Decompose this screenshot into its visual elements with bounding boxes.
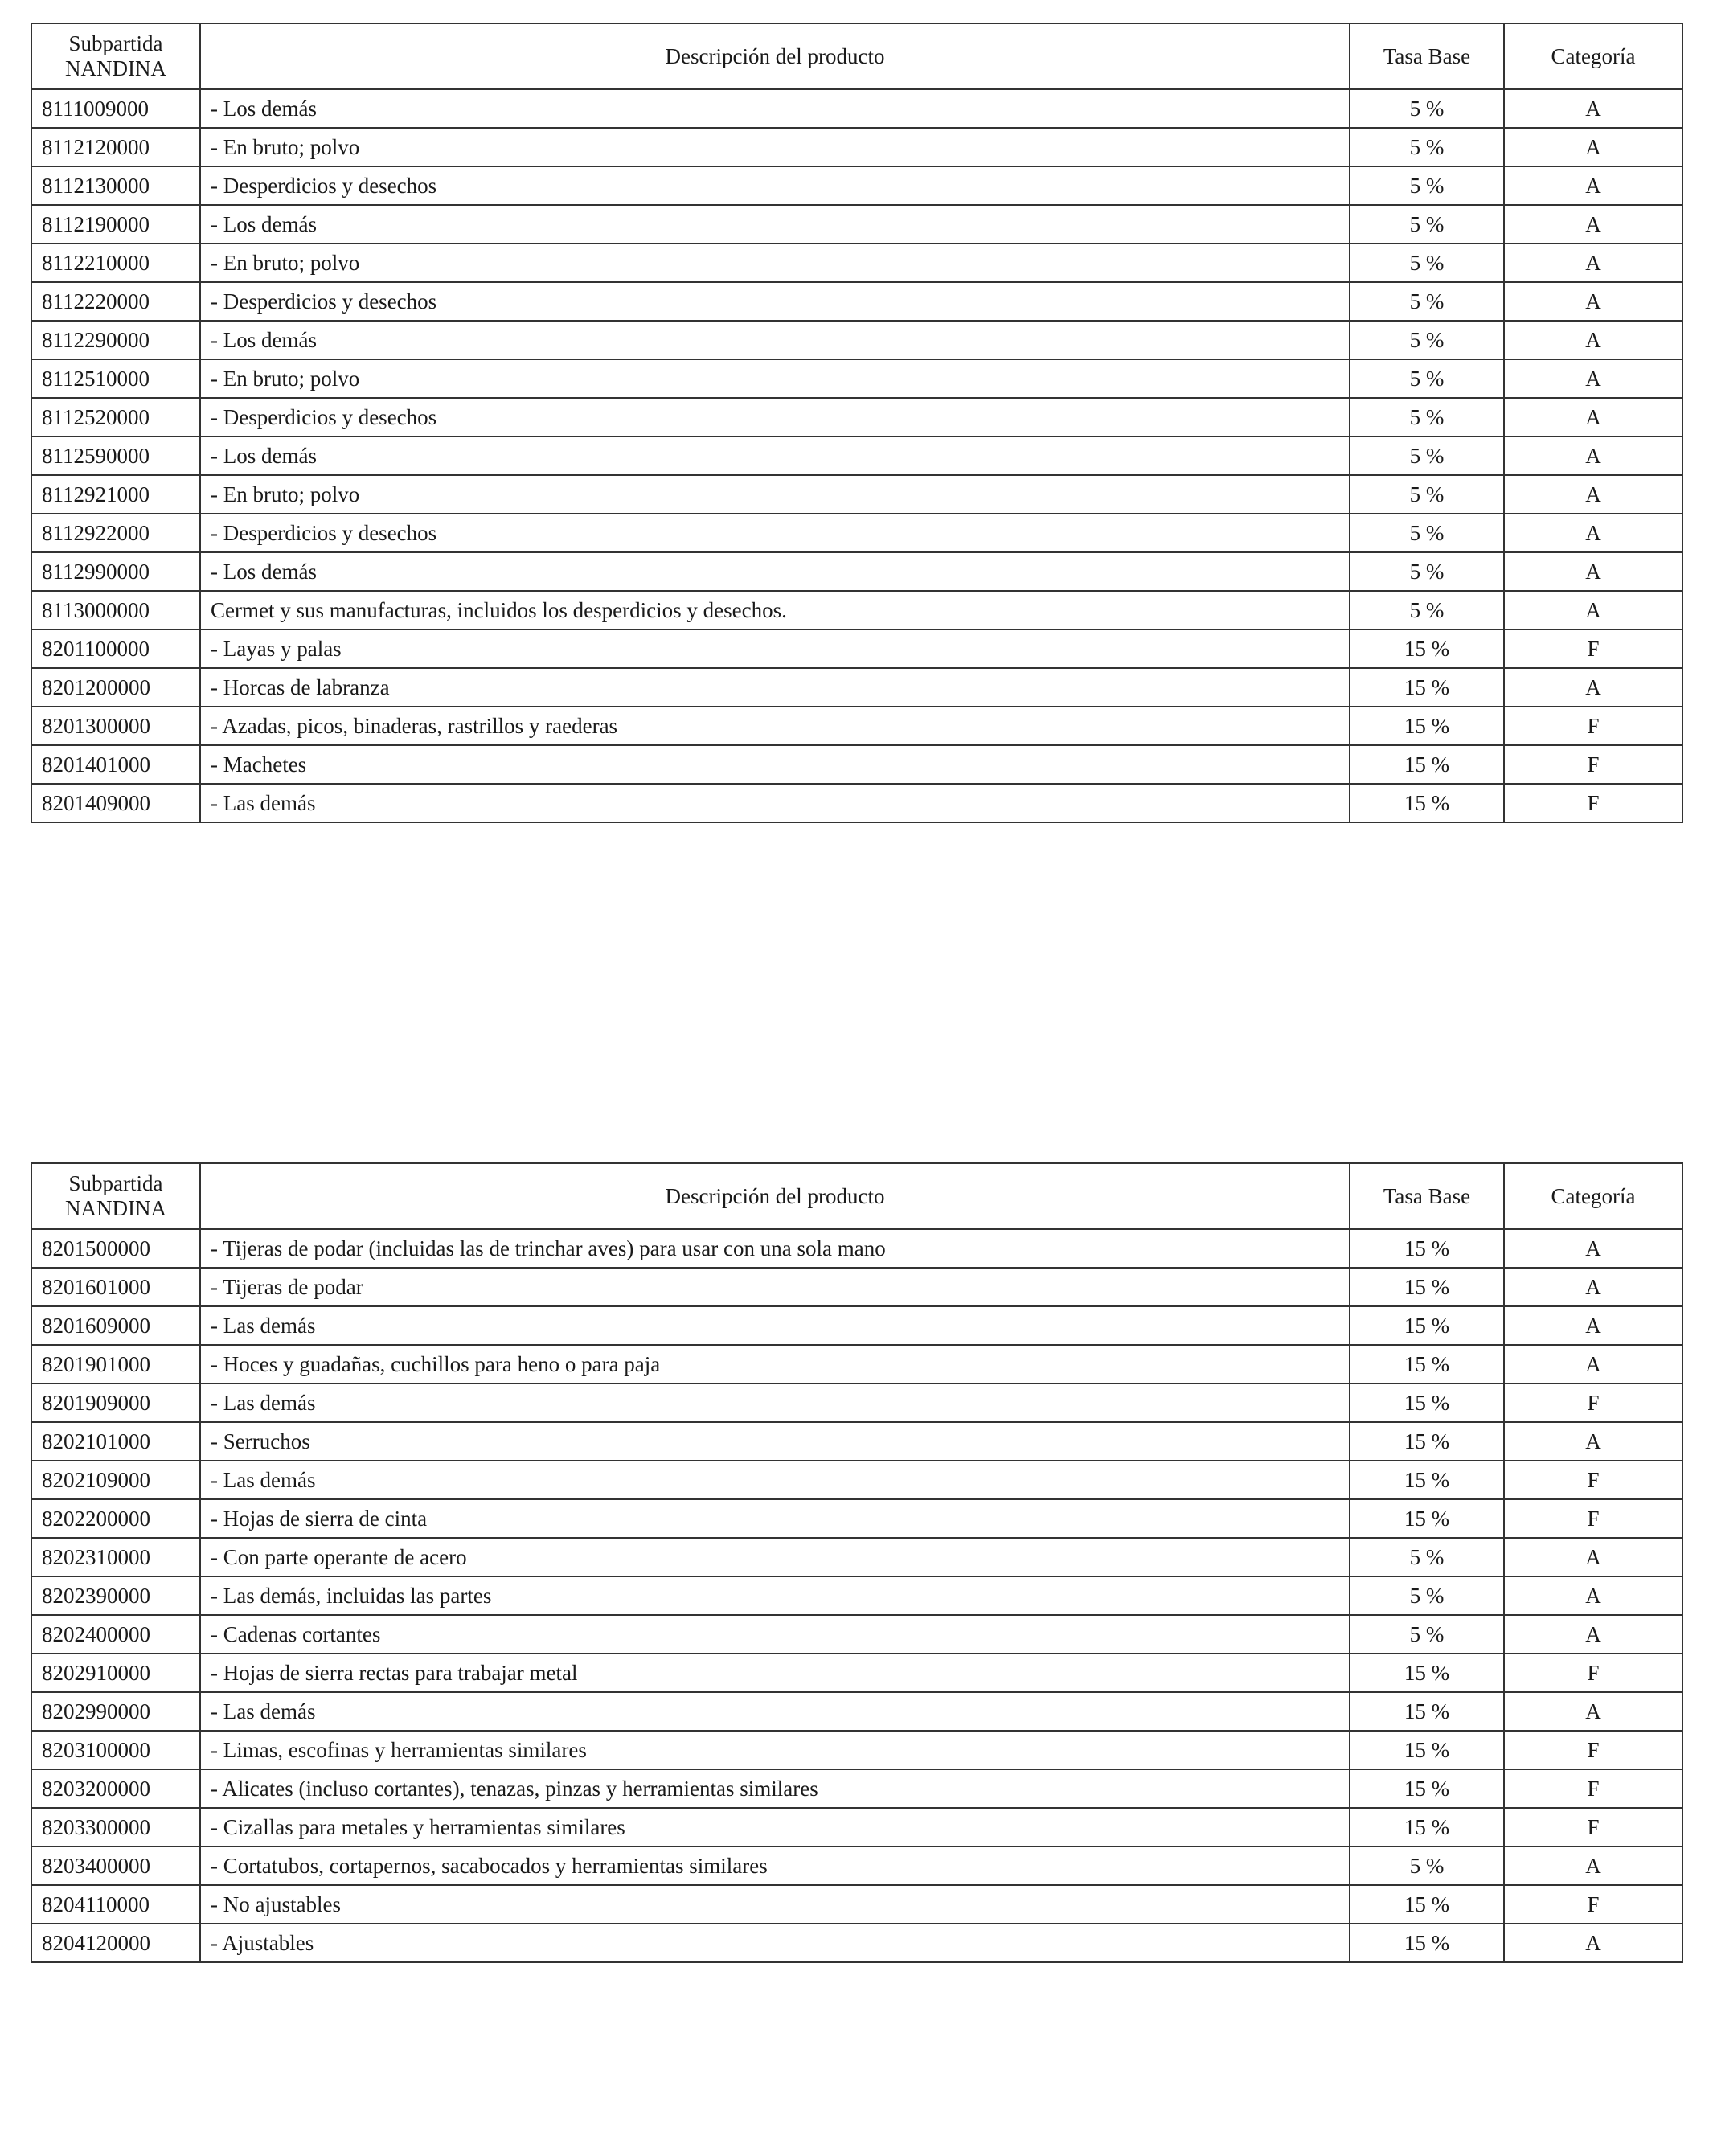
cell-subpartida: 8201100000 xyxy=(31,629,200,668)
cell-descripcion: - Los demás xyxy=(200,89,1350,128)
table-row xyxy=(31,1692,1682,1731)
table-row xyxy=(31,1229,1682,1268)
cell-tasa-base: 5 % xyxy=(1350,128,1504,166)
table-row xyxy=(31,784,1682,822)
cell-categoria: A xyxy=(1504,1268,1682,1306)
cell-categoria: A xyxy=(1504,398,1682,437)
cell-descripcion: - Layas y palas xyxy=(200,629,1350,668)
table-row xyxy=(31,89,1682,128)
cell-descripcion: - Hojas de sierra de cinta xyxy=(200,1499,1350,1538)
cell-subpartida: 8112220000 xyxy=(31,282,200,321)
cell-subpartida: 8204110000 xyxy=(31,1885,200,1924)
cell-tasa-base: 5 % xyxy=(1350,321,1504,359)
cell-tasa-base: 15 % xyxy=(1350,1769,1504,1808)
cell-categoria: A xyxy=(1504,1306,1682,1345)
cell-subpartida: 8112190000 xyxy=(31,205,200,244)
cell-categoria: A xyxy=(1504,1229,1682,1268)
table-row xyxy=(31,398,1682,437)
table-row xyxy=(31,1924,1682,1962)
cell-descripcion: - Cortatubos, cortapernos, sacabocados y herramientas similares xyxy=(200,1847,1350,1885)
cell-descripcion: - Desperdicios y desechos xyxy=(200,514,1350,552)
cell-categoria: A xyxy=(1504,475,1682,514)
cell-descripcion: - Hojas de sierra rectas para trabajar metal xyxy=(200,1654,1350,1692)
cell-categoria: F xyxy=(1504,1654,1682,1692)
cell-tasa-base: 15 % xyxy=(1350,1268,1504,1306)
cell-descripcion: - Cadenas cortantes xyxy=(200,1615,1350,1654)
cell-descripcion: - Los demás xyxy=(200,205,1350,244)
header-subpartida xyxy=(31,23,200,89)
cell-categoria: A xyxy=(1504,166,1682,205)
table-row xyxy=(31,282,1682,321)
cell-categoria: A xyxy=(1504,1345,1682,1383)
cell-subpartida: 8112520000 xyxy=(31,398,200,437)
cell-tasa-base: 5 % xyxy=(1350,591,1504,629)
cell-tasa-base: 5 % xyxy=(1350,359,1504,398)
cell-tasa-base: 5 % xyxy=(1350,437,1504,475)
cell-descripcion: - Desperdicios y desechos xyxy=(200,398,1350,437)
tariff-table-1 xyxy=(31,23,1683,823)
cell-tasa-base: 5 % xyxy=(1350,1847,1504,1885)
table-row xyxy=(31,1268,1682,1306)
header-categoria: Categoría xyxy=(1504,23,1682,89)
cell-categoria: A xyxy=(1504,1615,1682,1654)
cell-categoria: A xyxy=(1504,89,1682,128)
cell-subpartida: 8201500000 xyxy=(31,1229,200,1268)
cell-categoria: F xyxy=(1504,1885,1682,1924)
table-row xyxy=(31,1383,1682,1422)
header-subpartida-line1: Subpartida xyxy=(68,1171,163,1195)
cell-tasa-base: 15 % xyxy=(1350,629,1504,668)
cell-descripcion: - Ajustables xyxy=(200,1924,1350,1962)
cell-tasa-base: 15 % xyxy=(1350,1692,1504,1731)
cell-subpartida: 8202390000 xyxy=(31,1576,200,1615)
cell-descripcion: - En bruto; polvo xyxy=(200,128,1350,166)
cell-categoria: A xyxy=(1504,514,1682,552)
cell-descripcion: - Horcas de labranza xyxy=(200,668,1350,707)
cell-subpartida: 8202109000 xyxy=(31,1461,200,1499)
table-row xyxy=(31,745,1682,784)
table-row xyxy=(31,1769,1682,1808)
cell-subpartida: 8201901000 xyxy=(31,1345,200,1383)
cell-descripcion: - No ajustables xyxy=(200,1885,1350,1924)
cell-categoria: A xyxy=(1504,205,1682,244)
cell-descripcion: - Alicates (incluso cortantes), tenazas, pinzas y herramientas similares xyxy=(200,1769,1350,1808)
cell-categoria: F xyxy=(1504,1383,1682,1422)
cell-subpartida: 8112590000 xyxy=(31,437,200,475)
header-subpartida-line1: Subpartida xyxy=(68,31,163,55)
cell-descripcion: - En bruto; polvo xyxy=(200,475,1350,514)
cell-descripcion: - Machetes xyxy=(200,745,1350,784)
cell-categoria: A xyxy=(1504,1847,1682,1885)
table-row xyxy=(31,1885,1682,1924)
cell-subpartida: 8203400000 xyxy=(31,1847,200,1885)
cell-categoria: A xyxy=(1504,1422,1682,1461)
cell-tasa-base: 5 % xyxy=(1350,552,1504,591)
table-row xyxy=(31,1847,1682,1885)
cell-subpartida: 8112990000 xyxy=(31,552,200,591)
cell-tasa-base: 15 % xyxy=(1350,668,1504,707)
cell-descripcion: - Los demás xyxy=(200,552,1350,591)
cell-subpartida: 8112120000 xyxy=(31,128,200,166)
cell-subpartida: 8202101000 xyxy=(31,1422,200,1461)
cell-subpartida: 8201609000 xyxy=(31,1306,200,1345)
cell-categoria: A xyxy=(1504,282,1682,321)
cell-subpartida: 8204120000 xyxy=(31,1924,200,1962)
tariff-table-2 xyxy=(31,1162,1683,1963)
table-row xyxy=(31,1808,1682,1847)
cell-descripcion: - Tijeras de podar (incluidas las de trinchar aves) para usar con una sola mano xyxy=(200,1229,1350,1268)
cell-tasa-base: 15 % xyxy=(1350,1654,1504,1692)
cell-tasa-base: 15 % xyxy=(1350,784,1504,822)
cell-descripcion: - Hoces y guadañas, cuchillos para heno o para paja xyxy=(200,1345,1350,1383)
table-row xyxy=(31,1499,1682,1538)
cell-categoria: F xyxy=(1504,784,1682,822)
cell-tasa-base: 15 % xyxy=(1350,1345,1504,1383)
cell-categoria: A xyxy=(1504,1576,1682,1615)
cell-categoria: A xyxy=(1504,359,1682,398)
header-descripcion: Descripción del producto xyxy=(200,23,1350,89)
cell-descripcion: - Tijeras de podar xyxy=(200,1268,1350,1306)
cell-tasa-base: 15 % xyxy=(1350,1306,1504,1345)
header-row xyxy=(31,23,1682,89)
cell-subpartida: 8111009000 xyxy=(31,89,200,128)
cell-tasa-base: 15 % xyxy=(1350,1924,1504,1962)
header-descripcion: Descripción del producto xyxy=(200,1163,1350,1229)
cell-subpartida: 8112210000 xyxy=(31,244,200,282)
cell-subpartida: 8203200000 xyxy=(31,1769,200,1808)
cell-subpartida: 8201909000 xyxy=(31,1383,200,1422)
cell-subpartida: 8202200000 xyxy=(31,1499,200,1538)
cell-categoria: A xyxy=(1504,1538,1682,1576)
cell-categoria: F xyxy=(1504,1499,1682,1538)
cell-tasa-base: 5 % xyxy=(1350,89,1504,128)
cell-tasa-base: 15 % xyxy=(1350,707,1504,745)
cell-tasa-base: 5 % xyxy=(1350,282,1504,321)
cell-subpartida: 8203300000 xyxy=(31,1808,200,1847)
cell-subpartida: 8201300000 xyxy=(31,707,200,745)
header-tasa-base: Tasa Base xyxy=(1350,1163,1504,1229)
cell-subpartida: 8112922000 xyxy=(31,514,200,552)
table-row xyxy=(31,552,1682,591)
cell-categoria: A xyxy=(1504,437,1682,475)
table-row xyxy=(31,166,1682,205)
cell-tasa-base: 5 % xyxy=(1350,398,1504,437)
cell-tasa-base: 5 % xyxy=(1350,205,1504,244)
cell-categoria: A xyxy=(1504,1692,1682,1731)
cell-descripcion: - Desperdicios y desechos xyxy=(200,166,1350,205)
cell-tasa-base: 15 % xyxy=(1350,1461,1504,1499)
cell-tasa-base: 15 % xyxy=(1350,1885,1504,1924)
header-categoria: Categoría xyxy=(1504,1163,1682,1229)
cell-categoria: A xyxy=(1504,591,1682,629)
cell-subpartida: 8112921000 xyxy=(31,475,200,514)
table-row xyxy=(31,668,1682,707)
cell-subpartida: 8201601000 xyxy=(31,1268,200,1306)
cell-categoria: F xyxy=(1504,707,1682,745)
table-row xyxy=(31,1731,1682,1769)
cell-tasa-base: 15 % xyxy=(1350,1383,1504,1422)
table-row xyxy=(31,475,1682,514)
cell-descripcion: - En bruto; polvo xyxy=(200,359,1350,398)
cell-categoria: F xyxy=(1504,1769,1682,1808)
table-row xyxy=(31,1461,1682,1499)
cell-subpartida: 8203100000 xyxy=(31,1731,200,1769)
table-row xyxy=(31,514,1682,552)
cell-descripcion: - Cizallas para metales y herramientas similares xyxy=(200,1808,1350,1847)
table-row xyxy=(31,1422,1682,1461)
cell-subpartida: 8201401000 xyxy=(31,745,200,784)
cell-subpartida: 8201200000 xyxy=(31,668,200,707)
cell-tasa-base: 15 % xyxy=(1350,1808,1504,1847)
cell-tasa-base: 15 % xyxy=(1350,1731,1504,1769)
cell-descripcion: - Los demás xyxy=(200,321,1350,359)
cell-subpartida: 8202400000 xyxy=(31,1615,200,1654)
cell-tasa-base: 15 % xyxy=(1350,745,1504,784)
cell-subpartida: 8202990000 xyxy=(31,1692,200,1731)
table-row xyxy=(31,321,1682,359)
cell-descripcion: - Los demás xyxy=(200,437,1350,475)
table-row xyxy=(31,1306,1682,1345)
table-row xyxy=(31,591,1682,629)
cell-tasa-base: 5 % xyxy=(1350,475,1504,514)
cell-descripcion: Cermet y sus manufacturas, incluidos los desperdicios y desechos. xyxy=(200,591,1350,629)
cell-descripcion: - Las demás, incluidas las partes xyxy=(200,1576,1350,1615)
header-subpartida-line2: NANDINA xyxy=(65,56,166,80)
cell-categoria: A xyxy=(1504,552,1682,591)
cell-descripcion: - Las demás xyxy=(200,1461,1350,1499)
cell-subpartida: 8112290000 xyxy=(31,321,200,359)
cell-descripcion: - Las demás xyxy=(200,1383,1350,1422)
table-row xyxy=(31,1615,1682,1654)
table-row xyxy=(31,1345,1682,1383)
cell-subpartida: 8113000000 xyxy=(31,591,200,629)
cell-subpartida: 8202310000 xyxy=(31,1538,200,1576)
cell-categoria: F xyxy=(1504,1808,1682,1847)
cell-categoria: A xyxy=(1504,321,1682,359)
cell-categoria: A xyxy=(1504,128,1682,166)
cell-tasa-base: 5 % xyxy=(1350,244,1504,282)
cell-categoria: F xyxy=(1504,629,1682,668)
cell-descripcion: - En bruto; polvo xyxy=(200,244,1350,282)
table-row xyxy=(31,1654,1682,1692)
cell-descripcion: - Desperdicios y desechos xyxy=(200,282,1350,321)
cell-descripcion: - Limas, escofinas y herramientas similares xyxy=(200,1731,1350,1769)
table-row xyxy=(31,707,1682,745)
cell-tasa-base: 5 % xyxy=(1350,1538,1504,1576)
table-row xyxy=(31,128,1682,166)
table-row xyxy=(31,1576,1682,1615)
table-row xyxy=(31,629,1682,668)
cell-tasa-base: 15 % xyxy=(1350,1229,1504,1268)
table-row xyxy=(31,244,1682,282)
cell-tasa-base: 5 % xyxy=(1350,1615,1504,1654)
cell-tasa-base: 5 % xyxy=(1350,1576,1504,1615)
header-row xyxy=(31,1163,1682,1229)
header-subpartida-line2: NANDINA xyxy=(65,1196,166,1220)
cell-descripcion: - Azadas, picos, binaderas, rastrillos y raederas xyxy=(200,707,1350,745)
header-subpartida xyxy=(31,1163,200,1229)
cell-descripcion: - Serruchos xyxy=(200,1422,1350,1461)
table-row xyxy=(31,1538,1682,1576)
cell-subpartida: 8201409000 xyxy=(31,784,200,822)
table-row xyxy=(31,205,1682,244)
cell-subpartida: 8112130000 xyxy=(31,166,200,205)
cell-descripcion: - Las demás xyxy=(200,1306,1350,1345)
cell-tasa-base: 5 % xyxy=(1350,166,1504,205)
cell-categoria: F xyxy=(1504,1461,1682,1499)
table-row xyxy=(31,437,1682,475)
cell-categoria: A xyxy=(1504,244,1682,282)
cell-descripcion: - Las demás xyxy=(200,784,1350,822)
cell-categoria: A xyxy=(1504,1924,1682,1962)
cell-tasa-base: 15 % xyxy=(1350,1499,1504,1538)
cell-categoria: F xyxy=(1504,1731,1682,1769)
cell-tasa-base: 5 % xyxy=(1350,514,1504,552)
cell-categoria: A xyxy=(1504,668,1682,707)
header-tasa-base: Tasa Base xyxy=(1350,23,1504,89)
cell-tasa-base: 15 % xyxy=(1350,1422,1504,1461)
cell-descripcion: - Las demás xyxy=(200,1692,1350,1731)
cell-subpartida: 8202910000 xyxy=(31,1654,200,1692)
cell-descripcion: - Con parte operante de acero xyxy=(200,1538,1350,1576)
cell-categoria: F xyxy=(1504,745,1682,784)
table-row xyxy=(31,359,1682,398)
cell-subpartida: 8112510000 xyxy=(31,359,200,398)
